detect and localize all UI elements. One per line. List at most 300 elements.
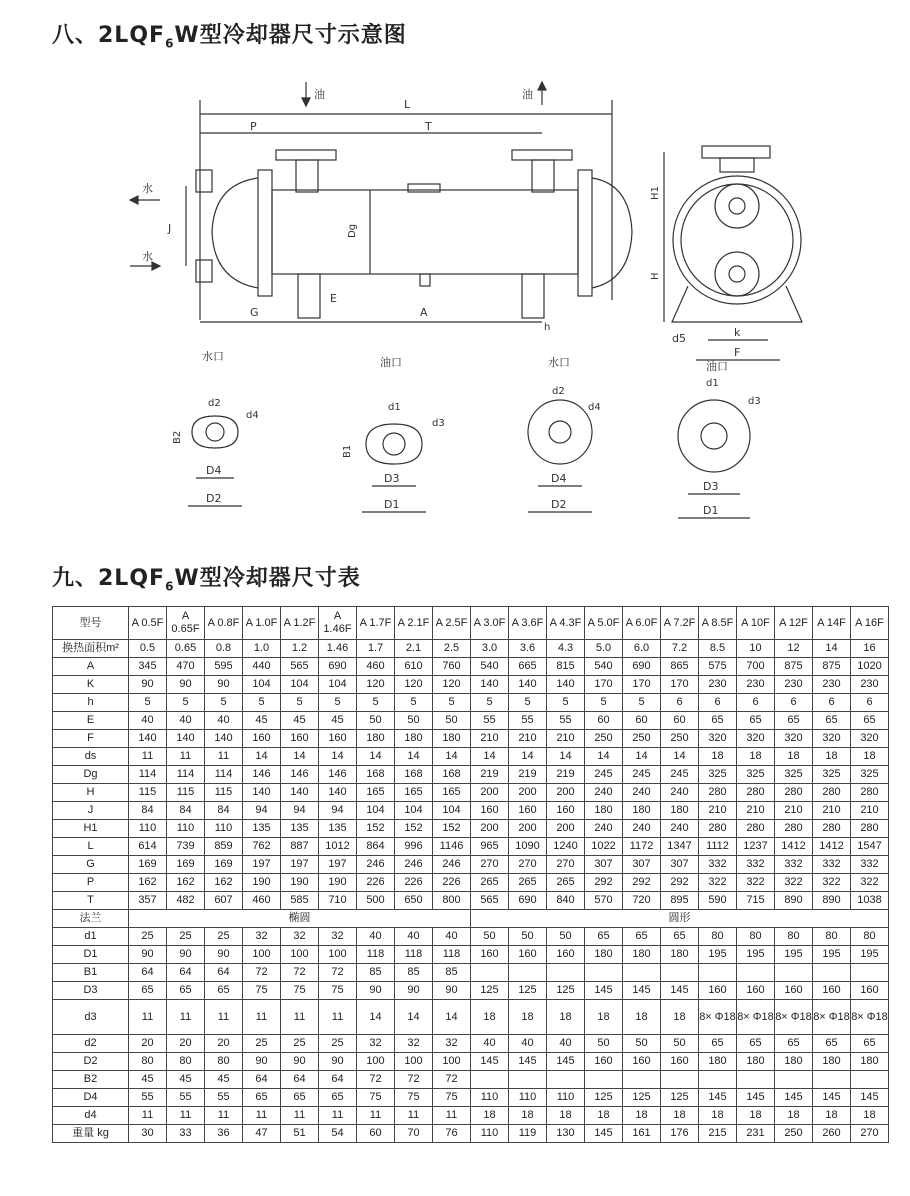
table-cell: 246 [433, 856, 471, 874]
water-outlet-label: 水 [142, 182, 153, 195]
table-cell: 195 [813, 946, 851, 964]
table-cell: 换热面积m² [53, 640, 129, 658]
table-cell: A 2.5F [433, 607, 471, 640]
table-cell: 5 [395, 694, 433, 712]
table-cell: 240 [585, 820, 623, 838]
table-cell: 25 [319, 1035, 357, 1053]
table-cell: 120 [357, 676, 395, 694]
table-cell: 118 [357, 946, 395, 964]
table-cell: 40 [547, 1035, 585, 1053]
section-title-diagram: 八、$2LQF_6W$型冷却器尺寸示意图 [52, 23, 407, 51]
table-cell: 864 [357, 838, 395, 856]
table-cell: A 14F [813, 607, 851, 640]
table-cell: 210 [547, 730, 585, 748]
table-cell: 18 [775, 1107, 813, 1125]
table-cell: 145 [585, 982, 623, 1000]
table-cell: 50 [509, 928, 547, 946]
table-cell: 325 [737, 766, 775, 784]
table-cell: A 0.65F [167, 607, 205, 640]
table-cell: 332 [851, 856, 889, 874]
table-cell: 14 [395, 748, 433, 766]
table-cell: 8× Φ18 [775, 1000, 813, 1035]
table-cell: 18 [699, 748, 737, 766]
table-cell: 152 [357, 820, 395, 838]
table-cell: 20 [129, 1035, 167, 1053]
table-cell: 168 [357, 766, 395, 784]
table-cell: 3.6 [509, 640, 547, 658]
table-cell: 10 [737, 640, 775, 658]
table-cell: 190 [243, 874, 281, 892]
table-cell: 80 [699, 928, 737, 946]
table-cell: 320 [775, 730, 813, 748]
table-cell: 0.8 [205, 640, 243, 658]
table-cell: 12 [775, 640, 813, 658]
table-cell: 80 [813, 928, 851, 946]
table-cell: 18 [471, 1000, 509, 1035]
table-cell: 6 [699, 694, 737, 712]
table-cell: 14 [471, 748, 509, 766]
section-title-table: 九、$2LQF_6W$型冷却器尺寸表 [52, 566, 361, 594]
table-cell: 18 [737, 1107, 775, 1125]
table-cell: 800 [433, 892, 471, 910]
flange-type-row [53, 910, 889, 928]
table-cell: 11 [167, 1000, 205, 1035]
table-cell: 64 [129, 964, 167, 982]
table-cell: 8× Φ18 [699, 1000, 737, 1035]
table-cell: 345 [129, 658, 167, 676]
table-cell: 2.5 [433, 640, 471, 658]
table-cell: 565 [471, 892, 509, 910]
table-cell: 292 [661, 874, 699, 892]
table-cell: 60 [585, 712, 623, 730]
table-cell: 230 [699, 676, 737, 694]
table-cell: 65 [205, 982, 243, 1000]
table-cell: 161 [623, 1125, 661, 1143]
table-cell [585, 964, 623, 982]
table-cell: 250 [775, 1125, 813, 1143]
table-cell: 595 [205, 658, 243, 676]
flange1-d4: d4 [246, 410, 259, 421]
table-cell: 815 [547, 658, 585, 676]
table-cell: A 10F [737, 607, 775, 640]
table-cell: 160 [471, 802, 509, 820]
table-cell: 50 [357, 712, 395, 730]
table-cell: 11 [129, 748, 167, 766]
table-cell: 197 [281, 856, 319, 874]
table-cell: 6 [813, 694, 851, 712]
table-cell: 33 [167, 1125, 205, 1143]
flange1-D2: D2 [206, 492, 222, 505]
table-cell: 230 [813, 676, 851, 694]
table-cell [623, 964, 661, 982]
table-cell: 710 [319, 892, 357, 910]
table-cell: 195 [737, 946, 775, 964]
table-cell: A 5.0F [585, 607, 623, 640]
table-cell: 104 [243, 676, 281, 694]
table-cell: 18 [509, 1107, 547, 1125]
table-cell: 75 [395, 1089, 433, 1107]
table-cell: 104 [281, 676, 319, 694]
table-cell: 110 [509, 1089, 547, 1107]
table-row [53, 964, 889, 982]
table-cell: 965 [471, 838, 509, 856]
table-cell: 160 [623, 1053, 661, 1071]
table-cell: 230 [775, 676, 813, 694]
table-cell: 140 [547, 676, 585, 694]
table-cell: 250 [661, 730, 699, 748]
table-cell: 760 [433, 658, 471, 676]
table-cell: A 12F [775, 607, 813, 640]
table-row [53, 676, 889, 694]
table-cell: 135 [243, 820, 281, 838]
table-cell: 47 [243, 1125, 281, 1143]
table-cell: 55 [167, 1089, 205, 1107]
table-cell: 865 [661, 658, 699, 676]
table-cell: 18 [623, 1107, 661, 1125]
table-cell: D4 [53, 1089, 129, 1107]
table-cell: 169 [205, 856, 243, 874]
table-cell: 1412 [813, 838, 851, 856]
table-cell: 6 [737, 694, 775, 712]
table-cell: 25 [205, 928, 243, 946]
table-cell: 280 [851, 820, 889, 838]
table-row [53, 1125, 889, 1143]
table-cell: 260 [813, 1125, 851, 1143]
table-row [53, 640, 889, 658]
table-cell: 80 [205, 1053, 243, 1071]
table-row [53, 712, 889, 730]
table-row [53, 1053, 889, 1071]
table-cell: 60 [623, 712, 661, 730]
table-cell: 231 [737, 1125, 775, 1143]
table-cell: 90 [167, 946, 205, 964]
table-cell: 280 [813, 784, 851, 802]
table-cell [623, 1071, 661, 1089]
table-cell: 5 [433, 694, 471, 712]
table-cell: 75 [433, 1089, 471, 1107]
table-cell: 65 [851, 1035, 889, 1053]
table-cell: 575 [699, 658, 737, 676]
table-cell: 325 [851, 766, 889, 784]
table-cell: 90 [129, 676, 167, 694]
table-cell: 55 [547, 712, 585, 730]
table-cell: D3 [53, 982, 129, 1000]
table-cell: 1412 [775, 838, 813, 856]
table-row [53, 784, 889, 802]
table-cell: 65 [699, 1035, 737, 1053]
table-cell: 32 [357, 1035, 395, 1053]
table-cell: 80 [167, 1053, 205, 1071]
table-cell: 50 [661, 1035, 699, 1053]
table-cell: 80 [129, 1053, 167, 1071]
dim-F: F [734, 346, 741, 359]
table-cell: 840 [547, 892, 585, 910]
table-cell: 14 [433, 1000, 471, 1035]
table-cell: 1012 [319, 838, 357, 856]
table-cell: 226 [433, 874, 471, 892]
table-cell: h [53, 694, 129, 712]
table-row [53, 838, 889, 856]
table-cell: 18 [699, 1107, 737, 1125]
table-cell: 6.0 [623, 640, 661, 658]
table-cell: 50 [471, 928, 509, 946]
table-cell: 80 [737, 928, 775, 946]
table-cell: 64 [205, 964, 243, 982]
table-cell: 5 [167, 694, 205, 712]
table-cell: 197 [243, 856, 281, 874]
table-cell [699, 1071, 737, 1089]
table-cell: 110 [547, 1089, 585, 1107]
table-cell: 160 [471, 946, 509, 964]
table-header-row [53, 607, 889, 640]
table-cell [775, 964, 813, 982]
table-cell: 1547 [851, 838, 889, 856]
table-cell: 210 [509, 730, 547, 748]
dim-k: k [734, 326, 741, 339]
table-cell: 18 [775, 748, 813, 766]
table-cell [851, 964, 889, 982]
table-cell: 125 [623, 1089, 661, 1107]
table-cell: 14 [243, 748, 281, 766]
table-cell: A 1.7F [357, 607, 395, 640]
table-cell [699, 964, 737, 982]
table-cell: 125 [509, 982, 547, 1000]
table-cell: 40 [509, 1035, 547, 1053]
table-cell: 607 [205, 892, 243, 910]
water-port-label-2: 水口 [548, 356, 570, 369]
table-cell: 200 [471, 820, 509, 838]
table-cell: 240 [623, 820, 661, 838]
table-cell: 45 [205, 1071, 243, 1089]
table-cell: 5 [281, 694, 319, 712]
table-cell: 585 [281, 892, 319, 910]
table-cell: 246 [395, 856, 433, 874]
table-cell: 6 [851, 694, 889, 712]
table-row [53, 946, 889, 964]
table-cell: 165 [357, 784, 395, 802]
table-cell: 1240 [547, 838, 585, 856]
table-cell: 332 [737, 856, 775, 874]
table-cell: 8× Φ18 [851, 1000, 889, 1035]
table-cell: 90 [357, 982, 395, 1000]
table-cell: 5 [205, 694, 243, 712]
table-cell: 180 [395, 730, 433, 748]
table-cell: 25 [129, 928, 167, 946]
table-cell: A 3.0F [471, 607, 509, 640]
table-cell: 90 [243, 1053, 281, 1071]
table-cell: 226 [357, 874, 395, 892]
table-cell: 65 [281, 1089, 319, 1107]
table-cell: 160 [813, 982, 851, 1000]
dim-E: E [330, 292, 337, 305]
table-cell: 470 [167, 658, 205, 676]
table-cell: 215 [699, 1125, 737, 1143]
table-row [53, 1089, 889, 1107]
table-cell: 55 [205, 1089, 243, 1107]
table-cell: 64 [281, 1071, 319, 1089]
table-cell: 739 [167, 838, 205, 856]
table-cell: 40 [471, 1035, 509, 1053]
table-cell: A 6.0F [623, 607, 661, 640]
table-cell: 14 [281, 748, 319, 766]
table-cell: 332 [775, 856, 813, 874]
table-cell: d4 [53, 1107, 129, 1125]
table-cell: 104 [433, 802, 471, 820]
table-cell: 320 [737, 730, 775, 748]
table-cell: 11 [243, 1107, 281, 1125]
table-row [53, 1035, 889, 1053]
table-cell [661, 964, 699, 982]
table-cell: 14 [585, 748, 623, 766]
table-cell: 240 [623, 784, 661, 802]
table-cell: 280 [775, 820, 813, 838]
table-cell: 120 [395, 676, 433, 694]
table-cell: A 1.0F [243, 607, 281, 640]
table-cell: 160 [509, 802, 547, 820]
table-row [53, 856, 889, 874]
table-cell: F [53, 730, 129, 748]
table-cell: 160 [585, 1053, 623, 1071]
table-cell: 140 [167, 730, 205, 748]
table-cell: T [53, 892, 129, 910]
table-cell: 65 [737, 712, 775, 730]
table-cell: 320 [813, 730, 851, 748]
table-cell [737, 1071, 775, 1089]
table-cell: 65 [775, 1035, 813, 1053]
table-cell: 440 [243, 658, 281, 676]
table-cell: 690 [319, 658, 357, 676]
table-cell: 130 [547, 1125, 585, 1143]
table-cell: 60 [357, 1125, 395, 1143]
table-cell: 45 [243, 712, 281, 730]
oil-port-label-end-view: 油口 [706, 360, 728, 373]
table-cell: 246 [357, 856, 395, 874]
table-cell: 762 [243, 838, 281, 856]
table-cell: 170 [623, 676, 661, 694]
table-cell: 94 [243, 802, 281, 820]
table-cell: 14 [357, 1000, 395, 1035]
table-row [53, 892, 889, 910]
table-cell: J [53, 802, 129, 820]
table-cell: 14 [547, 748, 585, 766]
dim-d5: d5 [672, 332, 686, 345]
table-cell: 859 [205, 838, 243, 856]
table-cell: 50 [585, 1035, 623, 1053]
table-cell: 65 [661, 928, 699, 946]
table-cell: A 0.5F [129, 607, 167, 640]
table-cell: 椭圆 [129, 910, 471, 928]
table-cell: 115 [167, 784, 205, 802]
table-cell: 1347 [661, 838, 699, 856]
table-cell: 292 [585, 874, 623, 892]
table-cell: 36 [205, 1125, 243, 1143]
table-cell: 322 [813, 874, 851, 892]
table-cell: 890 [813, 892, 851, 910]
table-cell: 110 [471, 1089, 509, 1107]
table-cell: 90 [395, 982, 433, 1000]
table-cell: 110 [167, 820, 205, 838]
table-cell: 65 [813, 1035, 851, 1053]
dim-T: T [425, 120, 432, 133]
table-cell: 270 [851, 1125, 889, 1143]
table-cell: 119 [509, 1125, 547, 1143]
table-cell: 250 [623, 730, 661, 748]
table-cell: 160 [243, 730, 281, 748]
table-cell: 45 [129, 1071, 167, 1089]
table-cell: 280 [775, 784, 813, 802]
table-cell: A 4.3F [547, 607, 585, 640]
table-row [53, 802, 889, 820]
table-row [53, 874, 889, 892]
table-cell: 100 [281, 946, 319, 964]
table-cell: 120 [433, 676, 471, 694]
table-cell [471, 964, 509, 982]
table-cell: 160 [281, 730, 319, 748]
dim-H: H [650, 272, 661, 280]
table-cell: 100 [243, 946, 281, 964]
table-cell: 104 [395, 802, 433, 820]
table-cell: 90 [281, 1053, 319, 1071]
table-cell: 6 [775, 694, 813, 712]
table-cell [813, 964, 851, 982]
table-cell: 219 [547, 766, 585, 784]
dim-L: L [404, 98, 411, 111]
oil-outlet-label: 油 [522, 88, 533, 101]
table-cell: d3 [53, 1000, 129, 1035]
table-cell: 100 [319, 946, 357, 964]
table-cell: 280 [699, 820, 737, 838]
table-cell: 270 [547, 856, 585, 874]
table-cell: 270 [509, 856, 547, 874]
table-cell: 135 [281, 820, 319, 838]
table-cell: 160 [547, 946, 585, 964]
table-cell: 72 [395, 1071, 433, 1089]
table-cell: 180 [661, 802, 699, 820]
table-cell: 5 [623, 694, 661, 712]
table-cell: 190 [319, 874, 357, 892]
table-cell [775, 1071, 813, 1089]
table-cell: ds [53, 748, 129, 766]
table-cell [471, 1071, 509, 1089]
table-cell: 180 [585, 802, 623, 820]
table-cell [737, 964, 775, 982]
table-cell: 7.2 [661, 640, 699, 658]
table-cell: 65 [167, 982, 205, 1000]
table-cell: 482 [167, 892, 205, 910]
flange3-D2: D2 [551, 498, 567, 511]
table-cell: 180 [623, 946, 661, 964]
table-cell: 200 [547, 784, 585, 802]
table-cell: 265 [547, 874, 585, 892]
table-cell: 322 [851, 874, 889, 892]
table-cell: 140 [509, 676, 547, 694]
table-cell: 160 [509, 946, 547, 964]
table-cell: 145 [813, 1089, 851, 1107]
table-cell: 5 [471, 694, 509, 712]
table-cell: 162 [129, 874, 167, 892]
table-cell: 160 [661, 1053, 699, 1071]
table-cell: 320 [851, 730, 889, 748]
table-cell: 125 [471, 982, 509, 1000]
table-cell: 32 [243, 928, 281, 946]
table-cell: 322 [775, 874, 813, 892]
table-cell: 110 [205, 820, 243, 838]
table-cell: 85 [357, 964, 395, 982]
table-cell: 圆形 [471, 910, 889, 928]
table-cell: 332 [699, 856, 737, 874]
table-cell: 18 [547, 1107, 585, 1125]
table-cell: 200 [509, 820, 547, 838]
